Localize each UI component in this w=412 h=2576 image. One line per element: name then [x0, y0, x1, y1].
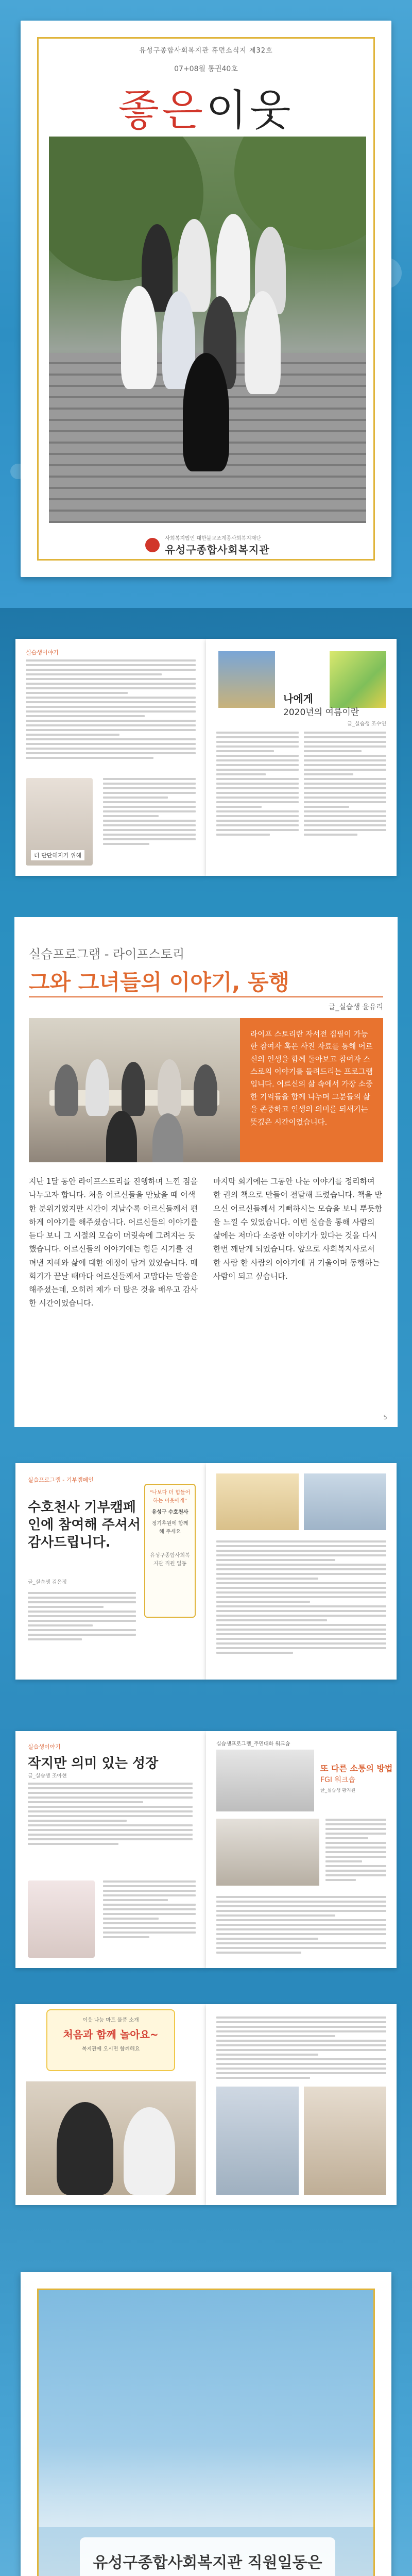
- article-author: 글_실습생 황지원: [320, 1788, 356, 1793]
- buddhist-emblem-icon: [145, 538, 160, 552]
- section-label: 실습생이야기: [28, 1743, 61, 1750]
- person-figure: [245, 291, 281, 394]
- person-figure: [194, 1064, 217, 1116]
- body-text-lines: [216, 732, 299, 838]
- article-subtitle: FGI 워크숍: [320, 1776, 356, 1784]
- body-text-lines: [325, 1819, 386, 1884]
- article-title: 그와 그녀들의 이야기, 동행: [29, 970, 290, 995]
- person-figure: [152, 1113, 183, 1162]
- poster-subtitle: 복지관에 오시면 함께해요: [81, 2046, 140, 2052]
- growth-fgi-spread: [0, 1705, 412, 1994]
- person-figure: [122, 1062, 145, 1116]
- person-figure: [124, 2107, 175, 2195]
- title-part-1: 좋은: [118, 86, 206, 135]
- event-spread: [0, 1994, 412, 2221]
- closing-organization: 유성구종합사회복지관 직원일동은: [93, 2554, 322, 2572]
- program-label: 실습프로그램 - 라이프스토리: [29, 947, 185, 961]
- right-page: [206, 1731, 397, 1968]
- foundation-name: 사회복지법인 대한불교조계종사회복지재단: [165, 536, 262, 541]
- campaign-photo: [304, 1473, 386, 1530]
- article-heading: 나에게: [283, 692, 313, 705]
- section-label: 실습프로그램 - 기부캠페인: [28, 1477, 94, 1483]
- body-text-lines: [304, 732, 386, 838]
- newsletter-title: [39, 77, 373, 137]
- right-page: [206, 1463, 397, 1680]
- intern-story-spread: [0, 608, 412, 896]
- event-photo: [218, 651, 275, 708]
- cover-gold-border: [37, 37, 375, 561]
- left-page: [15, 2004, 206, 2205]
- article-title: 작지만 의미 있는 성장: [28, 1756, 159, 1771]
- body-text-lines: [28, 1783, 193, 1848]
- person-figure: [106, 1111, 137, 1162]
- event-photo: [216, 2087, 299, 2195]
- body-text-lines: [28, 1592, 136, 1643]
- poster-small-text: 이웃 나눔 마트 물품 소개: [82, 2018, 139, 2023]
- life-story-spread: [0, 896, 412, 1437]
- body-text-lines: [26, 659, 196, 761]
- person-figure: [85, 1059, 109, 1116]
- campaign-poster: [144, 1484, 196, 1618]
- donation-campaign-spread: [0, 1437, 412, 1705]
- poster-title: 처음과 함께 놀아요~: [63, 2028, 159, 2041]
- cover-section: [0, 0, 412, 608]
- article-author: 글_실습생 김은정: [28, 1580, 67, 1585]
- event-photo: [304, 2087, 386, 2195]
- organization-name: 유성구종합사회복지관: [165, 544, 270, 556]
- body-text-lines: [216, 1896, 386, 1956]
- body-text-lines: [216, 2016, 386, 2081]
- person-figure: [57, 2102, 113, 2195]
- left-page: [15, 639, 206, 876]
- person-figure: [121, 286, 157, 389]
- poster-line: 정기후원에 함께해 주세요: [151, 1521, 188, 1535]
- life-story-page: [14, 917, 398, 1427]
- person-figure: [183, 353, 229, 471]
- body-text-lines: [103, 778, 196, 848]
- program-session-photo: [29, 1018, 240, 1162]
- article-author: 글_실습생 윤유리: [328, 1003, 383, 1011]
- event-photo: [26, 2081, 196, 2195]
- sky-haze: [39, 2445, 375, 2527]
- poster-line: "나보다 더 힘들어하는 이웃에게": [149, 1490, 191, 1504]
- body-text-lines: [103, 1880, 196, 1941]
- photo-caption: 더 단단해지기 위해: [31, 850, 84, 860]
- right-page: [206, 639, 397, 876]
- event-poster: [46, 2009, 175, 2071]
- body-text-lines: [216, 1540, 386, 1656]
- section-label: 실습생이야기: [26, 649, 59, 656]
- cover-frame: [21, 21, 391, 577]
- title-part-2: 이웃: [206, 86, 294, 135]
- article-title: 수호천사 기부캠페인에 참여해 주셔서 감사드립니다.: [28, 1500, 141, 1550]
- intern-portrait-photo: [28, 1880, 95, 1958]
- article-author: 글_실습생 조아현: [28, 1773, 67, 1779]
- closing-frame: [21, 2272, 391, 2576]
- closing-message-section: [0, 2221, 412, 2576]
- cover-group-photo: [49, 137, 366, 523]
- workshop-photo: [216, 1750, 314, 1811]
- campaign-photo: [216, 1473, 299, 1530]
- issue-number: 07+08월 통권40호: [174, 65, 238, 73]
- closing-gold-border: [37, 2289, 375, 2576]
- workshop-photo: [216, 1819, 319, 1886]
- section-label: 실습생프로그램_주민대화 워크숍: [216, 1741, 290, 1747]
- tree-foliage: [234, 137, 366, 250]
- body-column-left: 지난 1달 동안 라이프스토리를 진행하며 느낀 점을 나누고자 합니다. 처음 어르신들을 만났을 때 어색한 분위기였지만 시간이 지날수록 어르신들께서 편하게 이야기를 해주셨습니다. 어르신들의 이야기를 듣다 보니 그 시절의 모습이 머릿속에 그려지는 듯했습니다. 어르신들의 이야기에는 힘든 시기를 견뎌낸 지혜와 삶에 대한 애정이 담겨 있었습니다. 매 회기가 끝날 때마다 어르신들께서 고맙다는 말씀을 해주셨는데, 오히려 제가 더 많은 것을 배우고 감사한 시간이었습니다.: [29, 1177, 198, 1308]
- left-page: [15, 1463, 206, 1680]
- poster-line: 유성구 수호천사: [151, 1510, 188, 1515]
- organization-logo: [100, 533, 315, 557]
- right-page: [206, 2004, 397, 2205]
- drawing-photo: [330, 651, 386, 708]
- article-subheading: 2020년의 여름이란: [283, 707, 359, 718]
- article-author: 글_실습생 조수연: [347, 721, 386, 727]
- article-title: 또 다른 소통의 방법: [320, 1764, 393, 1773]
- poster-line: 유성구종합사회복지관 직원 일동: [150, 1553, 190, 1567]
- page-number: 5: [383, 1414, 387, 1421]
- body-column-right: 마지막 회기에는 그동안 나눈 이야기를 정리하여 한 권의 책으로 만들어 전달해 드렸습니다. 책을 받으신 어르신들께서 기뻐하시는 모습을 보니 뿌듯함을 느낄 수 있었습니다. 이번 실습을 통해 사람의 삶에는 저마다 소중한 이야기가 있다는 것을 다시 한번 깨닫게 되었습니다. 앞으로 사회복지사로서 한 사람 한 사람의 이야기에 귀 기울이며 동행하는 사람이 되고 싶습니다.: [213, 1177, 383, 1281]
- title-underline: [29, 996, 383, 997]
- left-page: [15, 1731, 206, 1968]
- program-intro-box: 라이프 스토리란 자서전 집필이 가능한 참여자 혹은 사진 자료를 통해 어르신의 인생을 함께 돌아보고 참여자 스스로의 이야기를 들려드리는 프로그램입니다. 어르신의 삶 속에서 가장 소중한 기억들을 함께 나누며 그분들의 삶을 존중하고 인생의 의미를 되새기는 뜻깊은 시간이었습니다.: [240, 1018, 383, 1162]
- person-figure: [158, 1059, 181, 1116]
- closing-message-box: [80, 2537, 335, 2576]
- newsletter-tagline: 유성구종합사회복지관 휴먼소식지 제32호: [139, 47, 273, 55]
- person-figure: [55, 1064, 78, 1116]
